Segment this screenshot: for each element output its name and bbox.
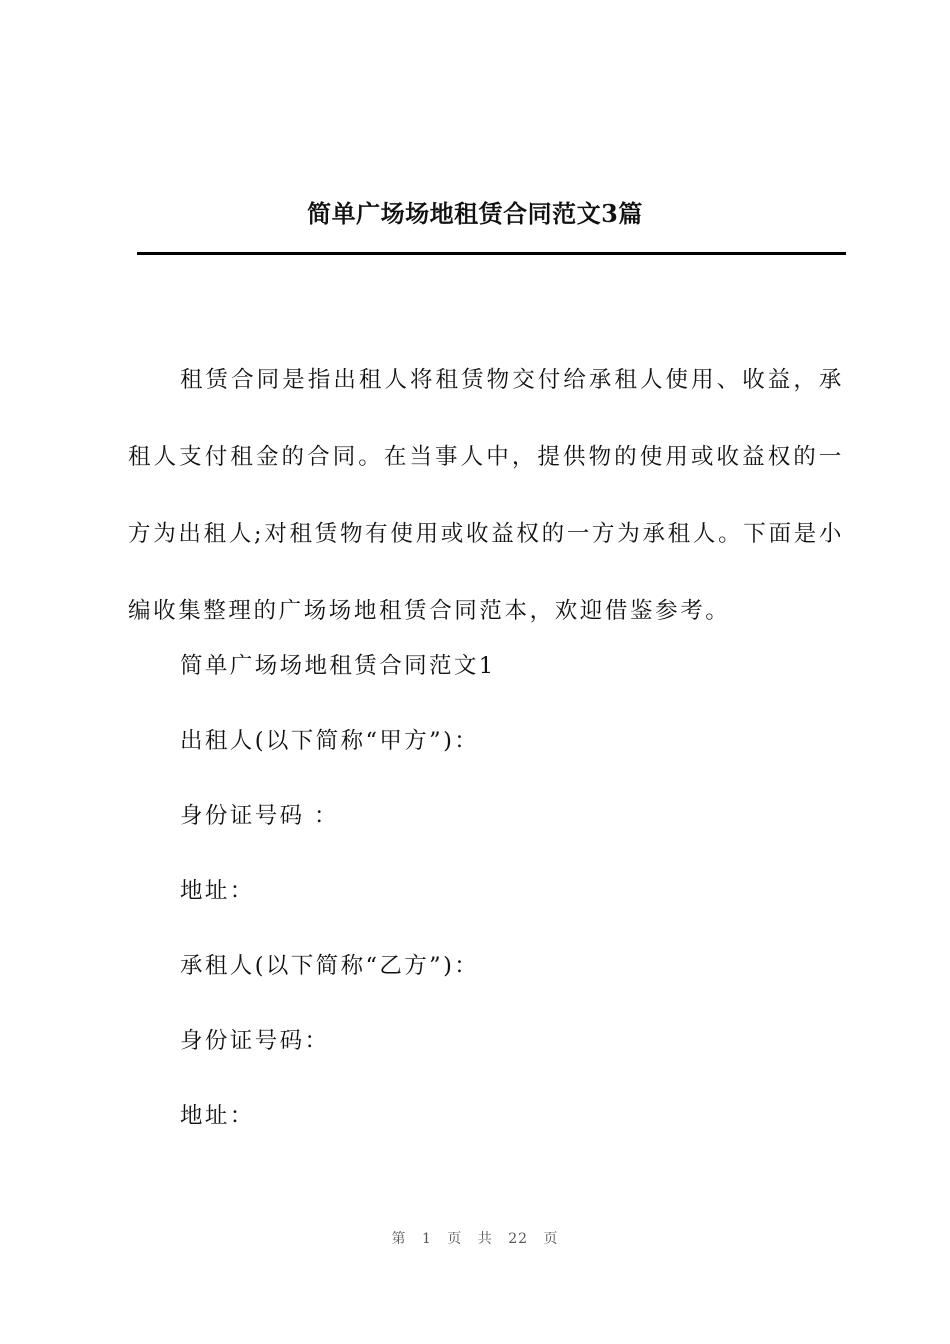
section-heading: 简单广场场地租赁合同范文1 [180,653,496,679]
lessor-label: 出租人(以下简称“甲方”)： [180,728,480,754]
lessee-label: 承租人(以下简称“乙方”)： [180,953,480,979]
page-number-footer: 第 1 页 共 22 页 [391,1231,559,1247]
lessor-id-label: 身份证号码 ： [180,803,339,829]
document-title: 简单广场场地租赁合同范文3篇 [307,199,643,228]
intro-paragraph: 租赁合同是指出租人将租赁物交付给承租人使用、收益，承租人支付租金的合同。在当事人中，提供物的使用或收益权的一方为出租人;对租赁物有使用或收益权的一方为承租人。下面是小编收集整理的广场场地租赁合同范本，欢迎借鉴参考。 [128,367,844,624]
lessee-address-label: 地址： [180,1103,255,1129]
lessor-address-label: 地址： [180,878,255,904]
lessee-id-label: 身份证号码： [180,1028,330,1054]
title-underline [137,252,846,255]
